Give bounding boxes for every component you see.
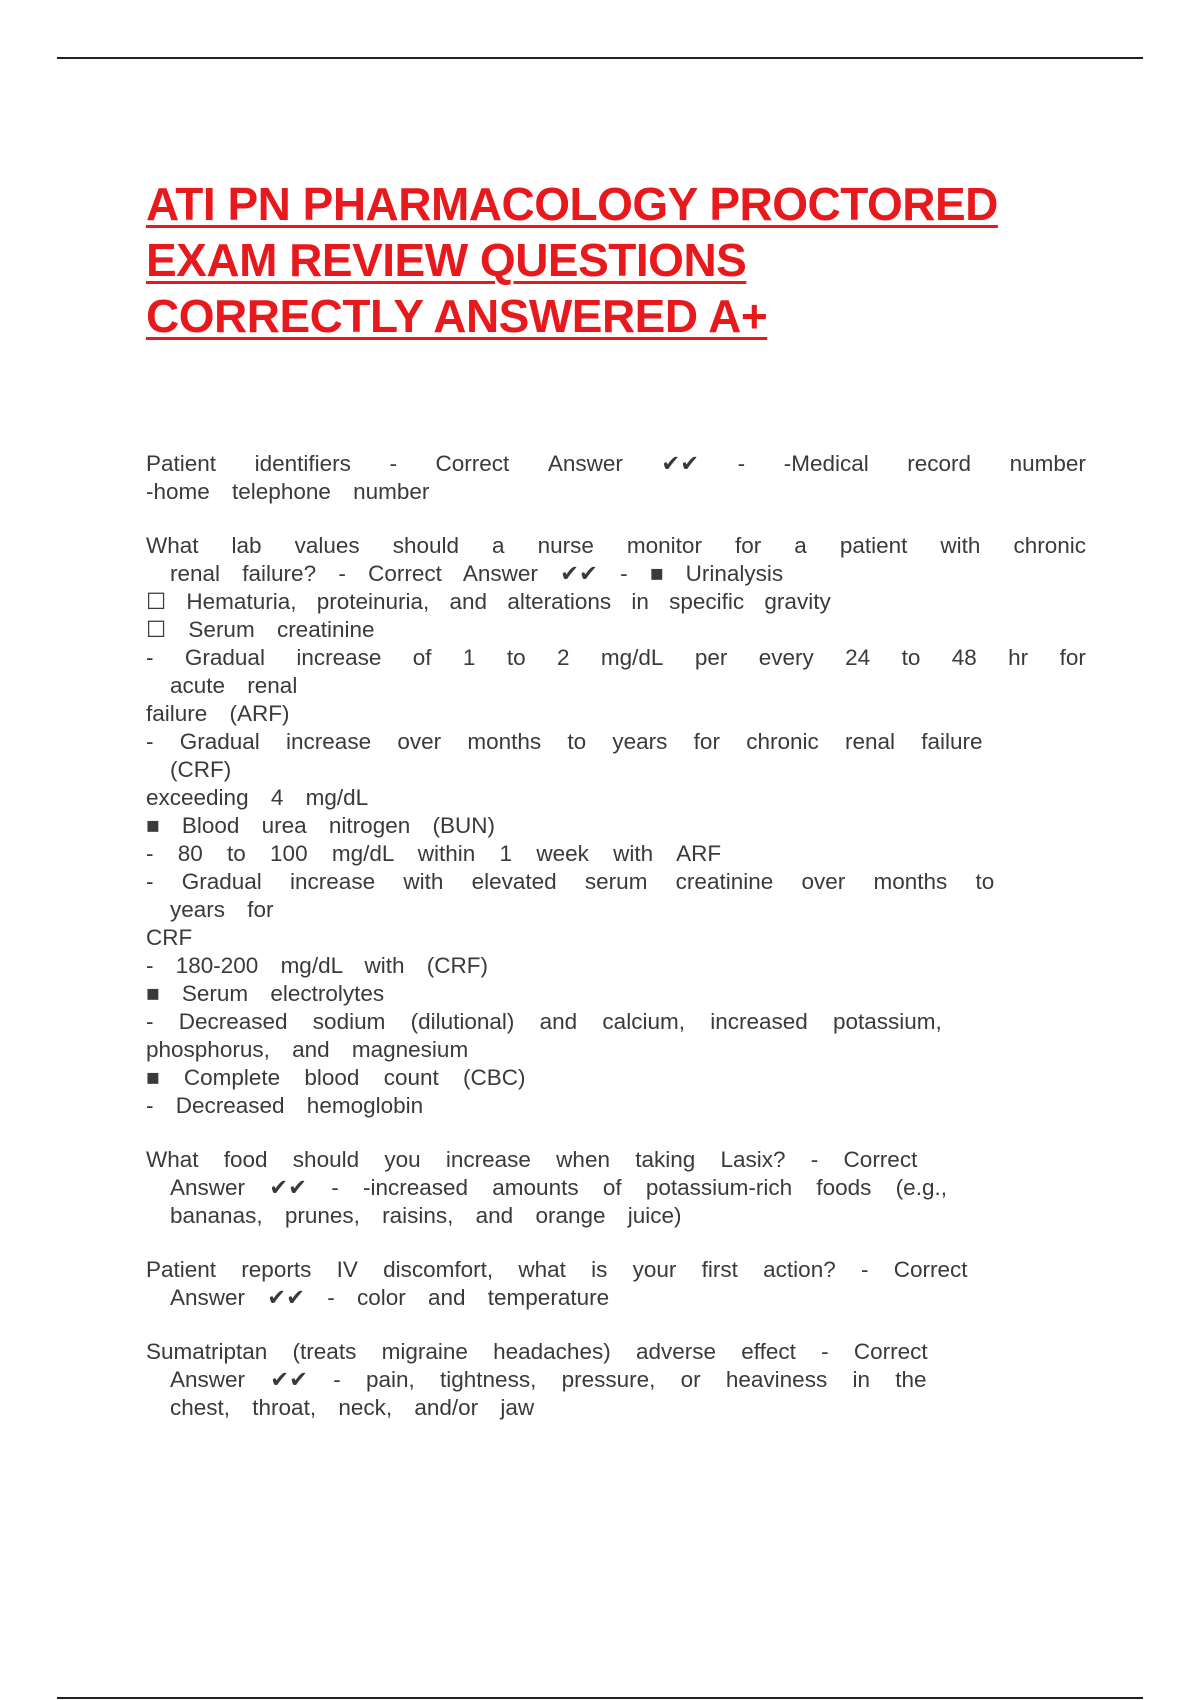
title-line: EXAM REVIEW QUESTIONS: [146, 234, 747, 286]
top-rule: [57, 57, 1143, 59]
text-line: years for: [170, 897, 274, 922]
text-line: - Gradual increase with elevated serum creatinine over months to: [146, 869, 995, 894]
text-line: Patient reports IV discomfort, what is your first action? - Correct: [146, 1257, 968, 1282]
text-line: Sumatriptan (treats migraine headaches) adverse effect - Correct: [146, 1339, 928, 1364]
text-line: What lab values should a nurse monitor for a patient with chronic: [146, 533, 1086, 558]
text-line: What food should you increase when taking Lasix? - Correct: [146, 1147, 918, 1172]
text-line: failure (ARF): [146, 701, 290, 726]
text-line: - 80 to 100 mg/dL within 1 week with ARF: [146, 841, 722, 866]
text-line: phosphorus, and magnesium: [146, 1037, 469, 1062]
title-line: ATI PN PHARMACOLOGY PROCTORED: [146, 178, 998, 230]
text-line: Patient identifiers - Correct Answer ✔✔ - -Medical record number: [146, 451, 1086, 476]
text-line: Answer ✔✔ - pain, tightness, pressure, or heaviness in the: [170, 1367, 927, 1392]
qa-item-sumatriptan: [146, 1338, 1086, 1422]
text-line: Answer ✔✔ - color and temperature: [170, 1285, 610, 1310]
text-line: - 180-200 mg/dL with (CRF): [146, 953, 489, 978]
text-line: acute renal: [170, 673, 298, 698]
text-line: - Decreased sodium (dilutional) and calcium, increased potassium,: [146, 1009, 942, 1034]
text-line: - Gradual increase over months to years for chronic renal failure: [146, 729, 983, 754]
document-title: [146, 176, 1106, 344]
text-line: (CRF): [170, 757, 232, 782]
bottom-rule: [57, 1697, 1143, 1699]
text-line: ☐ Serum creatinine: [146, 617, 375, 642]
text-line: bananas, prunes, raisins, and orange juice): [170, 1203, 682, 1228]
text-line: -home telephone number: [146, 479, 430, 504]
text-line: chest, throat, neck, and/or jaw: [170, 1395, 535, 1420]
text-line: CRF: [146, 925, 193, 950]
text-line: ■ Blood urea nitrogen (BUN): [146, 813, 495, 838]
text-line: Answer ✔✔ - -increased amounts of potassium-rich foods (e.g.,: [170, 1175, 947, 1200]
qa-item-patient-identifiers: [146, 450, 1086, 506]
text-line: ■ Serum electrolytes: [146, 981, 385, 1006]
qa-item-renal-failure-labs: [146, 532, 1086, 1120]
text-line: exceeding 4 mg/dL: [146, 785, 369, 810]
qa-content: [146, 450, 1086, 1448]
text-line: - Decreased hemoglobin: [146, 1093, 424, 1118]
qa-item-iv-discomfort: [146, 1256, 1086, 1312]
text-line: - Gradual increase of 1 to 2 mg/dL per every 24 to 48 hr for: [146, 645, 1086, 670]
qa-item-lasix-food: [146, 1146, 1086, 1230]
title-line: CORRECTLY ANSWERED A+: [146, 290, 768, 342]
text-line: ■ Complete blood count (CBC): [146, 1065, 526, 1090]
text-line: renal failure? - Correct Answer ✔✔ - ■ Urinalysis: [170, 561, 784, 586]
text-line: ☐ Hematuria, proteinuria, and alterations in specific gravity: [146, 589, 831, 614]
